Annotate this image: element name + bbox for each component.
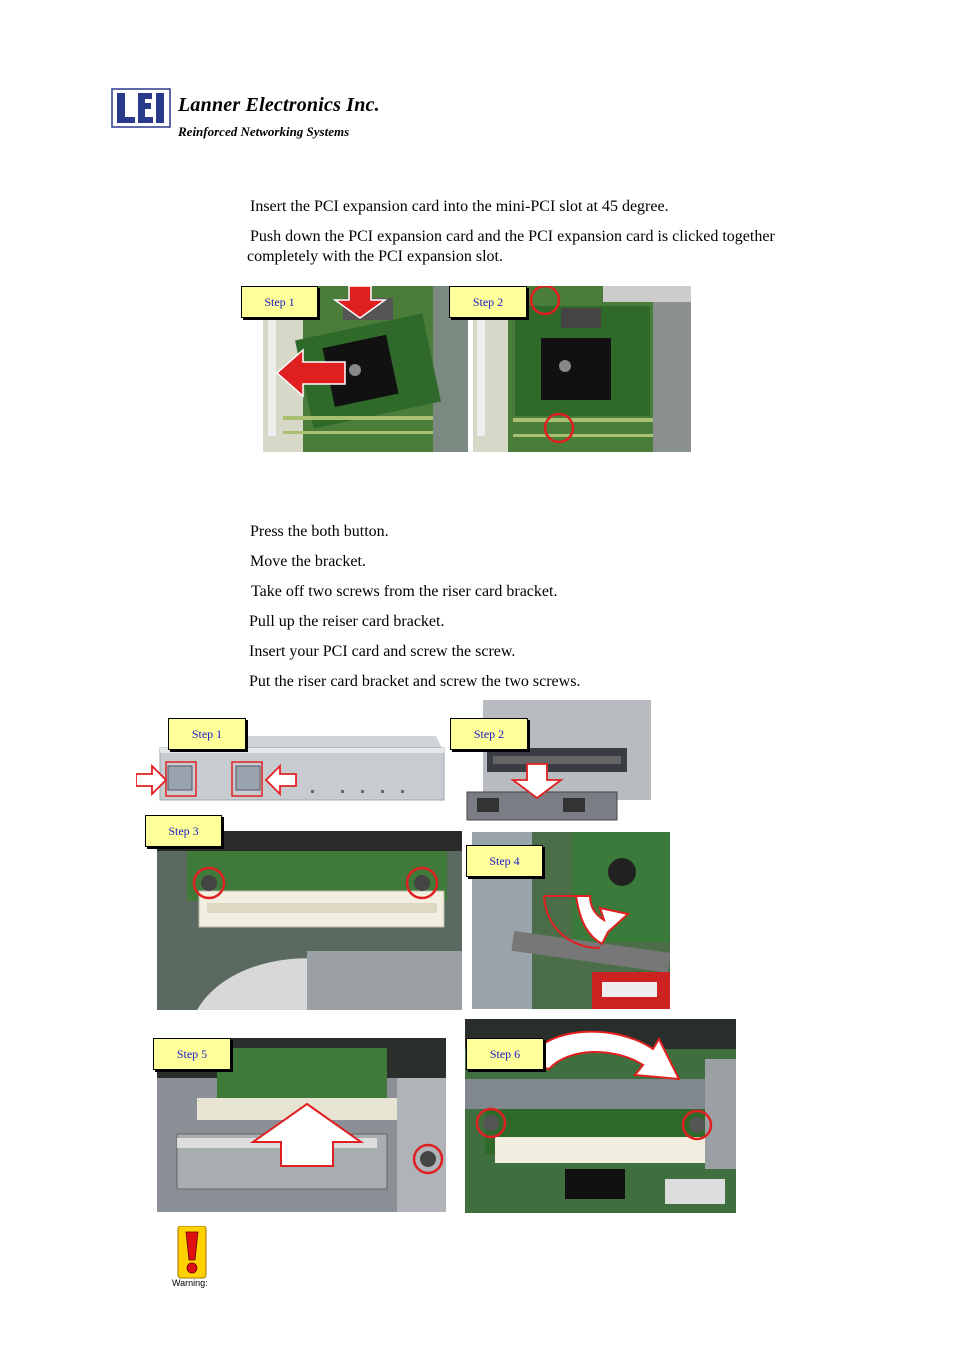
riser-step-2-label: Step 2 [450, 718, 528, 750]
riser-step-3-label: Step 3 [145, 815, 222, 847]
mini-pci-step-2-text: Push down the PCI expansion card and the PCI expansion card is clicked together [250, 228, 775, 245]
mini-pci-step-2-label: Step 2 [449, 286, 527, 318]
mini-pci-step-1-label: Step 1 [241, 286, 318, 318]
riser-step-3-text: Take off two screws from the riser card bracket. [251, 583, 558, 600]
riser-step-5-label: Step 5 [153, 1038, 231, 1070]
riser-step-6-text: Put the riser card bracket and screw the two screws. [249, 673, 581, 690]
warning-caption: Warning: [172, 1278, 208, 1288]
riser-step-1-label: Step 1 [168, 718, 246, 750]
company-tagline: Reinforced Networking Systems [178, 124, 350, 139]
company-logo-icon [111, 88, 171, 128]
riser-step-5-text: Insert your PCI card and screw the screw. [249, 643, 516, 660]
mini-pci-step-1-text: Insert the PCI expansion card into the mini-PCI slot at 45 degree. [250, 198, 669, 215]
riser-step-3-photo [157, 831, 462, 1010]
mini-pci-step-2-text-cont: completely with the PCI expansion slot. [247, 248, 503, 265]
riser-step-1-text: Press the both button. [250, 523, 389, 540]
riser-step-4-label: Step 4 [466, 845, 543, 877]
riser-step-6-label: Step 6 [466, 1038, 544, 1070]
company-name: Lanner Electronics Inc. [178, 94, 380, 116]
riser-step-4-text: Pull up the reiser card bracket. [249, 613, 445, 630]
riser-step-2-text: Move the bracket. [250, 553, 366, 570]
